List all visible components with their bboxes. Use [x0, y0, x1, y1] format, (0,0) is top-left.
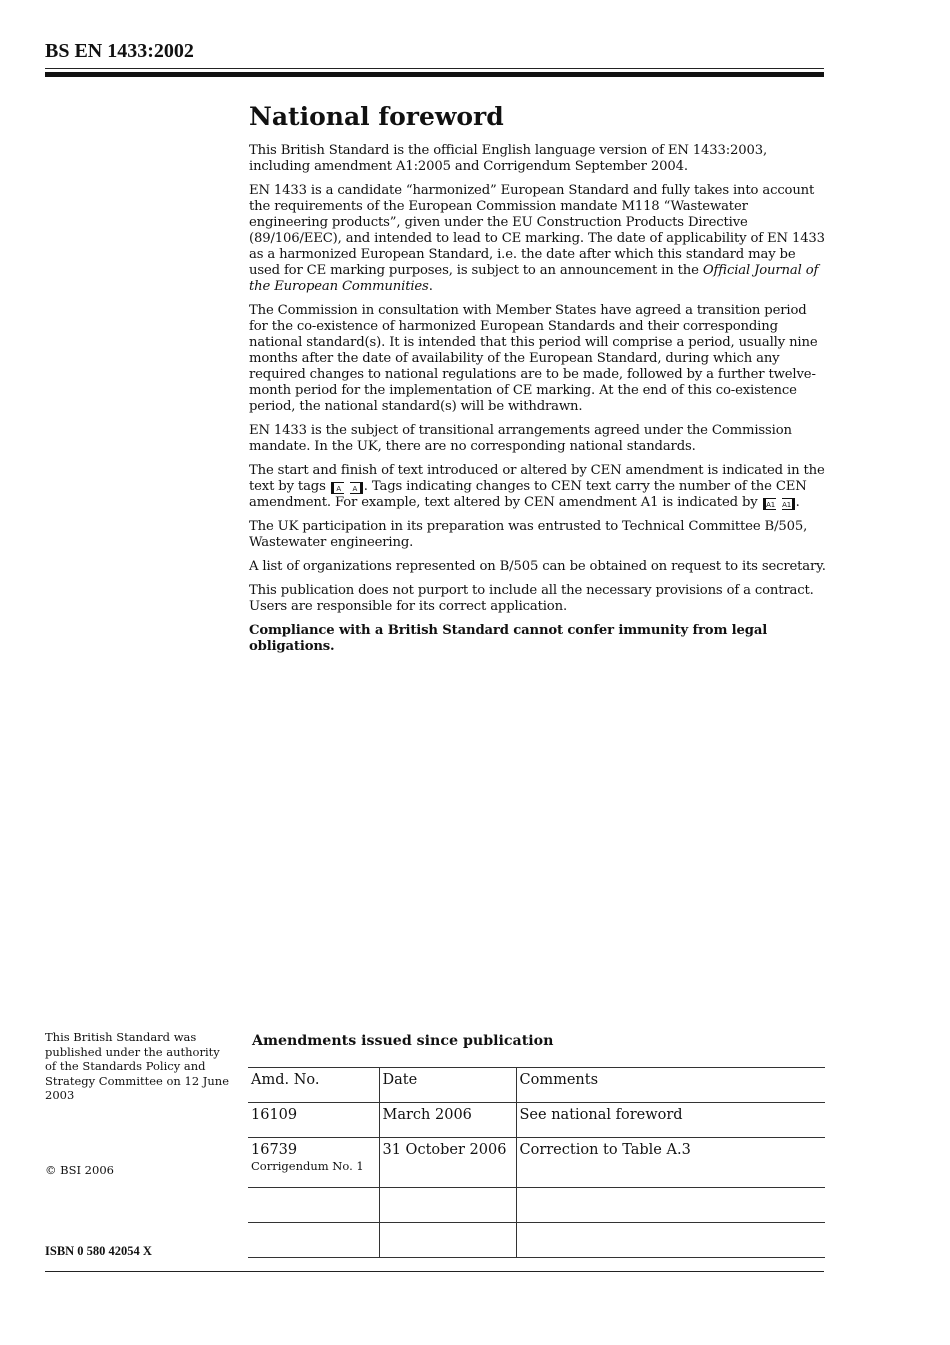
paragraph-harmonized-standard	[249, 183, 827, 295]
isbn: ISBN 0 580 42054 X	[45, 1244, 152, 1258]
amd-comments: Correction to Table A.3	[516, 1138, 825, 1188]
amd-date: 31 October 2006	[379, 1138, 516, 1188]
header-date: Date	[379, 1068, 516, 1103]
amendments-title: Amendments issued since publication	[252, 1033, 554, 1049]
paragraph-transition-period: The Commission in consultation with Member States have agreed a transition period for the co-existence of harmonized European Standards and their corresponding national standard(s). It is intended that this period will comprise a period, usually nine months after the date of availability of the European Standard, during which any required changes to national regulations are to be made, followed by a further twelve-month period for the implementation of CE marking. At the end of this co-existence period, the national standard(s) will be withdrawn.	[249, 303, 818, 414]
table-row	[248, 1138, 825, 1188]
paragraph-text: The start and finish of text introduced or altered by CEN amendment is indicated in the text by tags	[249, 463, 825, 494]
header-rule-thick	[45, 72, 824, 77]
paragraph-text: . Tags indicating changes to CEN text carry the number of the CEN amendment. For example, text altered by CEN amendment A1 is indicated by	[249, 479, 807, 510]
paragraph-text-end: .	[428, 279, 433, 294]
paragraph-official-version: This British Standard is the official English language version of EN 1433:2003, including amendment A1:2005 and Corrigendum September 2004.	[249, 143, 768, 174]
empty-cell	[248, 1223, 379, 1258]
empty-cell	[248, 1188, 379, 1223]
amd-number: 16739	[251, 1142, 298, 1158]
paragraph-transitional-arrangements: EN 1433 is the subject of transitional arrangements agreed under the Commission mandate. In the UK, there are no corresponding national standards.	[249, 423, 792, 454]
amd-number-cell	[248, 1138, 379, 1188]
copyright: © BSI 2006	[45, 1163, 114, 1177]
empty-cell	[516, 1188, 825, 1223]
amd-note: Corrigendum No. 1	[251, 1159, 364, 1173]
paragraph-organizations: A list of organizations represented on B/505 can be obtained on request to its secretary.	[249, 559, 826, 574]
amd-date: March 2006	[379, 1103, 516, 1138]
amendment-start-tag-icon: A	[331, 482, 344, 494]
table-row-empty	[248, 1188, 825, 1223]
paragraph-contract-provisions: This publication does not purport to include all the necessary provisions of a contract. Users are responsible for its correct application.	[249, 583, 814, 614]
table-header-row	[248, 1068, 825, 1103]
publication-note: This British Standard was published under the authority of the Standards Policy and Strategy Committee on 12 June 2003	[45, 1030, 230, 1102]
document-code: BS EN 1433:2002	[45, 40, 194, 62]
table-row	[248, 1103, 825, 1138]
paragraph-committee: The UK participation in its preparation was entrusted to Technical Committee B/505, Wastewater engineering.	[249, 519, 808, 550]
header-amd-no: Amd. No.	[248, 1068, 379, 1103]
header-comments: Comments	[516, 1068, 825, 1103]
table-row-empty	[248, 1223, 825, 1258]
empty-cell	[379, 1223, 516, 1258]
empty-cell	[379, 1188, 516, 1223]
paragraph-text: EN 1433 is a candidate “harmonized” European Standard and fully takes into account the requirements of the European Commission mandate M118 “Wastewater engineering products”, given under the EU Construction Products Directive (89/106/EEC), and intended to lead to CE marking. The date of applicability of EN 1433 as a harmonized European Standard, i.e. the date after which this standard may be used for CE marking purposes, is subject to an announcement in the	[249, 183, 825, 278]
amendment-a1-start-tag-icon: A1	[763, 498, 776, 510]
amd-comments: See national foreword	[516, 1103, 825, 1138]
national-foreword-section	[249, 100, 827, 663]
empty-cell	[516, 1223, 825, 1258]
journal-name: Official Journal of the European Communities	[249, 263, 819, 294]
paragraph-text-end: .	[795, 495, 800, 510]
footer-rule	[45, 1271, 824, 1272]
amendment-end-tag-icon: A	[350, 482, 363, 494]
amendment-a1-end-tag-icon: A1	[782, 498, 795, 510]
amendments-table	[248, 1067, 825, 1258]
paragraph-compliance: Compliance with a British Standard cannot confer immunity from legal obligations.	[249, 623, 768, 654]
amd-number: 16109	[248, 1103, 379, 1138]
header-rule-thin	[45, 68, 824, 69]
paragraph-amendment-tags	[249, 463, 827, 511]
page-title: National foreword	[249, 102, 504, 131]
